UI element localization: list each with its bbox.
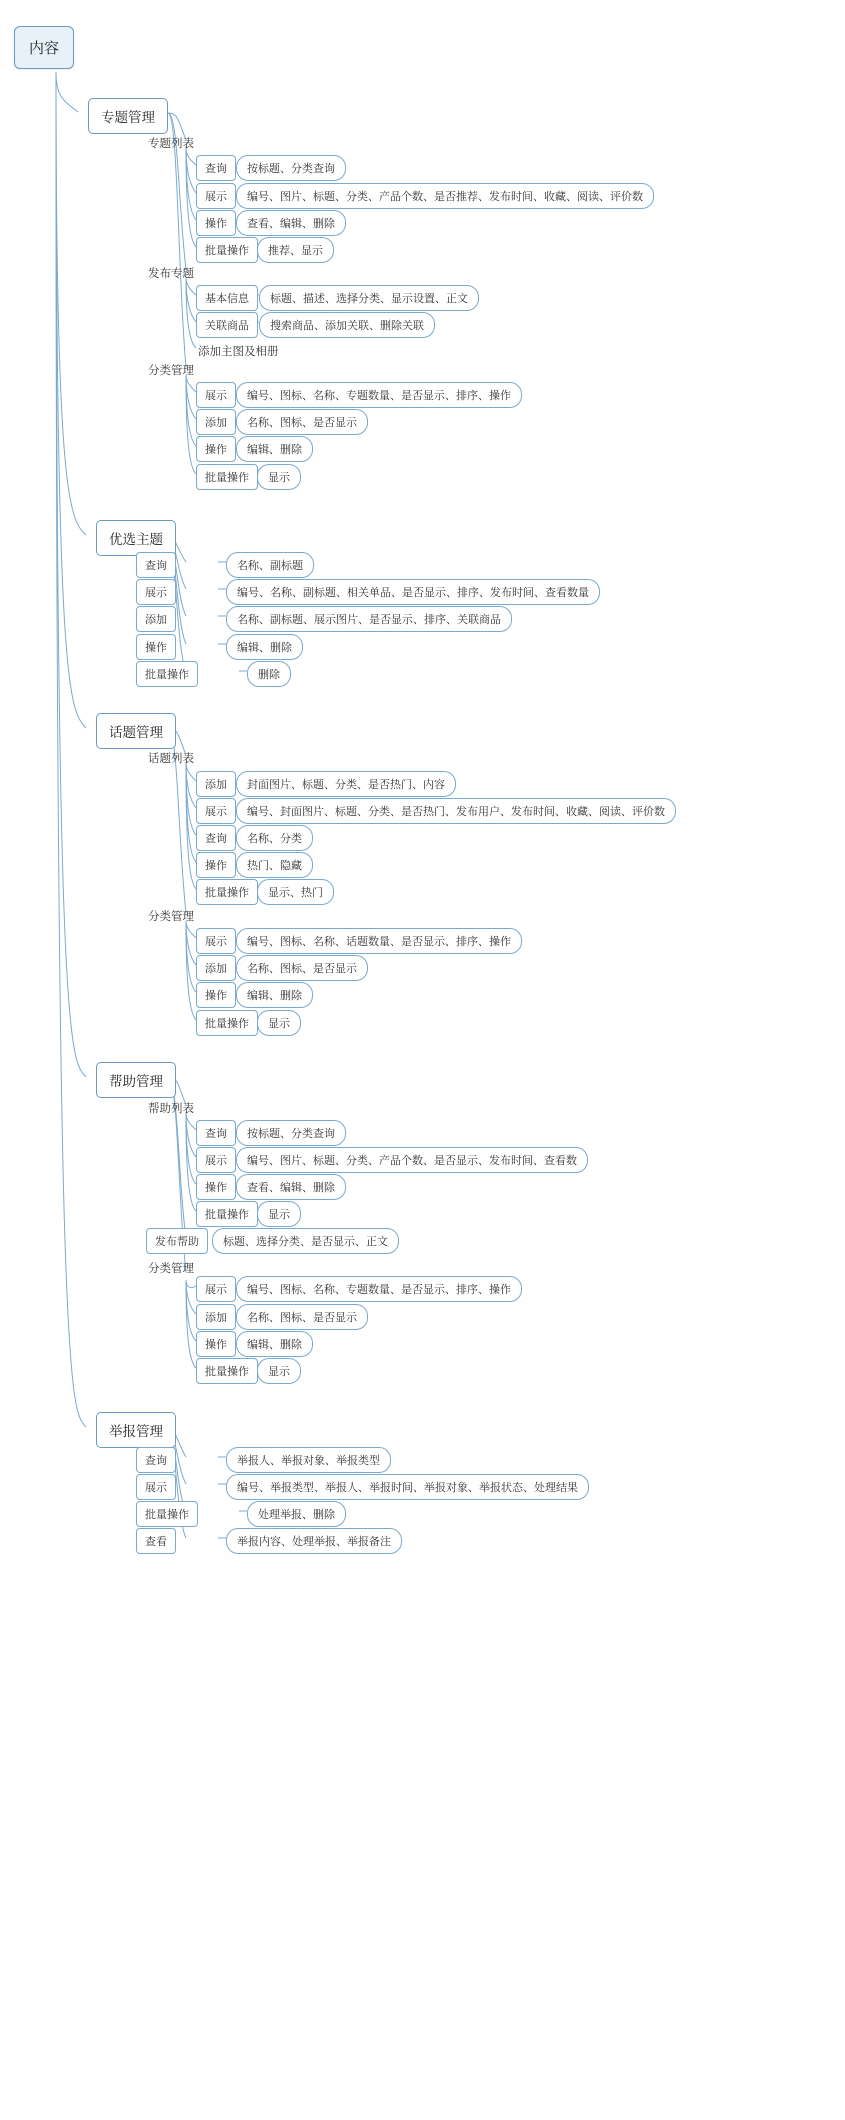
value-operation-b3[interactable]: 热门、隐藏 — [236, 852, 313, 878]
value-add-cat2[interactable]: 名称、图标、是否显示 — [236, 955, 368, 981]
value-publish-help[interactable]: 标题、选择分类、是否显示、正文 — [212, 1228, 399, 1254]
value-display-b4[interactable]: 编号、图片、标题、分类、产品个数、是否显示、发布时间、查看数 — [236, 1147, 588, 1173]
leaf-add-main-image-album: 添加主图及相册 — [198, 346, 279, 358]
value-basic-info[interactable]: 标题、描述、选择分类、显示设置、正文 — [259, 285, 479, 311]
group-label-category-management-1: 分类管理 — [148, 365, 194, 377]
value-batch-b2[interactable]: 删除 — [247, 661, 291, 687]
branch-node-discussion-management[interactable]: 话题管理 — [96, 713, 176, 749]
key-operation-b2[interactable]: 操作 — [136, 634, 176, 660]
value-display-b3[interactable]: 编号、封面图片、标题、分类、是否热门、发布用户、发布时间、收藏、阅读、评价数 — [236, 798, 676, 824]
group-label-category-management-3: 分类管理 — [148, 1263, 194, 1275]
value-view-b5[interactable]: 举报内容、处理举报、举报备注 — [226, 1528, 402, 1554]
key-related-products[interactable]: 关联商品 — [196, 312, 258, 338]
value-add-b3[interactable]: 封面图片、标题、分类、是否热门、内容 — [236, 771, 456, 797]
key-display-b4[interactable]: 展示 — [196, 1147, 236, 1173]
key-query-b4[interactable]: 查询 — [196, 1120, 236, 1146]
key-view-b5[interactable]: 查看 — [136, 1528, 176, 1554]
key-operation-cat3[interactable]: 操作 — [196, 1331, 236, 1357]
value-display-b5[interactable]: 编号、举报类型、举报人、举报时间、举报对象、举报状态、处理结果 — [226, 1474, 589, 1500]
value-add-cat1[interactable]: 名称、图标、是否显示 — [236, 409, 368, 435]
key-batch-operation[interactable]: 批量操作 — [196, 237, 258, 263]
key-batch-b3[interactable]: 批量操作 — [196, 879, 258, 905]
branch-node-report-management[interactable]: 举报管理 — [96, 1412, 176, 1448]
value-batch-b4[interactable]: 显示 — [257, 1201, 301, 1227]
value-operation[interactable]: 查看、编辑、删除 — [236, 210, 346, 236]
value-display-cat2[interactable]: 编号、图标、名称、话题数量、是否显示、排序、操作 — [236, 928, 522, 954]
key-operation-b4[interactable]: 操作 — [196, 1174, 236, 1200]
value-display[interactable]: 编号、图片、标题、分类、产品个数、是否推荐、发布时间、收藏、阅读、评价数 — [236, 183, 654, 209]
value-operation-b2[interactable]: 编辑、删除 — [226, 634, 303, 660]
key-add-b2[interactable]: 添加 — [136, 606, 176, 632]
value-add-cat3[interactable]: 名称、图标、是否显示 — [236, 1304, 368, 1330]
group-label-help-list: 帮助列表 — [148, 1103, 194, 1115]
value-query-b2[interactable]: 名称、副标题 — [226, 552, 314, 578]
key-display-b5[interactable]: 展示 — [136, 1474, 176, 1500]
value-batch-cat2[interactable]: 显示 — [257, 1010, 301, 1036]
key-operation-cat1[interactable]: 操作 — [196, 436, 236, 462]
value-query[interactable]: 按标题、分类查询 — [236, 155, 346, 181]
value-batch-operation[interactable]: 推荐、显示 — [257, 237, 334, 263]
value-display-b2[interactable]: 编号、名称、副标题、相关单品、是否显示、排序、发布时间、查看数量 — [226, 579, 600, 605]
key-query[interactable]: 查询 — [196, 155, 236, 181]
value-operation-cat2[interactable]: 编辑、删除 — [236, 982, 313, 1008]
value-query-b3[interactable]: 名称、分类 — [236, 825, 313, 851]
branch-node-topic-management[interactable]: 专题管理 — [88, 98, 168, 134]
group-label-category-management-2: 分类管理 — [148, 911, 194, 923]
key-batch-cat1[interactable]: 批量操作 — [196, 464, 258, 490]
key-display-b3[interactable]: 展示 — [196, 798, 236, 824]
root-node[interactable]: 内容 — [14, 26, 74, 69]
key-query-b2[interactable]: 查询 — [136, 552, 176, 578]
key-display-b2[interactable]: 展示 — [136, 579, 176, 605]
branch-node-featured-themes[interactable]: 优选主题 — [96, 520, 176, 556]
key-display[interactable]: 展示 — [196, 183, 236, 209]
key-basic-info[interactable]: 基本信息 — [196, 285, 258, 311]
key-operation-cat2[interactable]: 操作 — [196, 982, 236, 1008]
key-batch-cat2[interactable]: 批量操作 — [196, 1010, 258, 1036]
value-add-b2[interactable]: 名称、副标题、展示图片、是否显示、排序、关联商品 — [226, 606, 512, 632]
key-batch-b2[interactable]: 批量操作 — [136, 661, 198, 687]
key-display-cat2[interactable]: 展示 — [196, 928, 236, 954]
key-display-cat3[interactable]: 展示 — [196, 1276, 236, 1302]
value-related-products[interactable]: 搜索商品、添加关联、删除关联 — [259, 312, 435, 338]
key-batch-cat3[interactable]: 批量操作 — [196, 1358, 258, 1384]
key-add-cat2[interactable]: 添加 — [196, 955, 236, 981]
value-operation-cat1[interactable]: 编辑、删除 — [236, 436, 313, 462]
key-operation-b3[interactable]: 操作 — [196, 852, 236, 878]
key-query-b3[interactable]: 查询 — [196, 825, 236, 851]
value-operation-b4[interactable]: 查看、编辑、删除 — [236, 1174, 346, 1200]
group-label-topic-list: 专题列表 — [148, 138, 194, 150]
value-batch-cat1[interactable]: 显示 — [257, 464, 301, 490]
key-batch-b5[interactable]: 批量操作 — [136, 1501, 198, 1527]
key-add-cat3[interactable]: 添加 — [196, 1304, 236, 1330]
key-add-cat1[interactable]: 添加 — [196, 409, 236, 435]
branch-node-help-management[interactable]: 帮助管理 — [96, 1062, 176, 1098]
value-batch-b3[interactable]: 显示、热门 — [257, 879, 334, 905]
group-label-publish-topic: 发布专题 — [148, 268, 194, 280]
value-display-cat1[interactable]: 编号、图标、名称、专题数量、是否显示、排序、操作 — [236, 382, 522, 408]
key-query-b5[interactable]: 查询 — [136, 1447, 176, 1473]
value-query-b5[interactable]: 举报人、举报对象、举报类型 — [226, 1447, 391, 1473]
key-operation[interactable]: 操作 — [196, 210, 236, 236]
value-batch-b5[interactable]: 处理举报、删除 — [247, 1501, 346, 1527]
value-batch-cat3[interactable]: 显示 — [257, 1358, 301, 1384]
key-publish-help[interactable]: 发布帮助 — [146, 1228, 208, 1254]
key-batch-b4[interactable]: 批量操作 — [196, 1201, 258, 1227]
value-operation-cat3[interactable]: 编辑、删除 — [236, 1331, 313, 1357]
value-query-b4[interactable]: 按标题、分类查询 — [236, 1120, 346, 1146]
group-label-discussion-list: 话题列表 — [148, 753, 194, 765]
value-display-cat3[interactable]: 编号、图标、名称、专题数量、是否显示、排序、操作 — [236, 1276, 522, 1302]
key-add-b3[interactable]: 添加 — [196, 771, 236, 797]
key-display-cat1[interactable]: 展示 — [196, 382, 236, 408]
